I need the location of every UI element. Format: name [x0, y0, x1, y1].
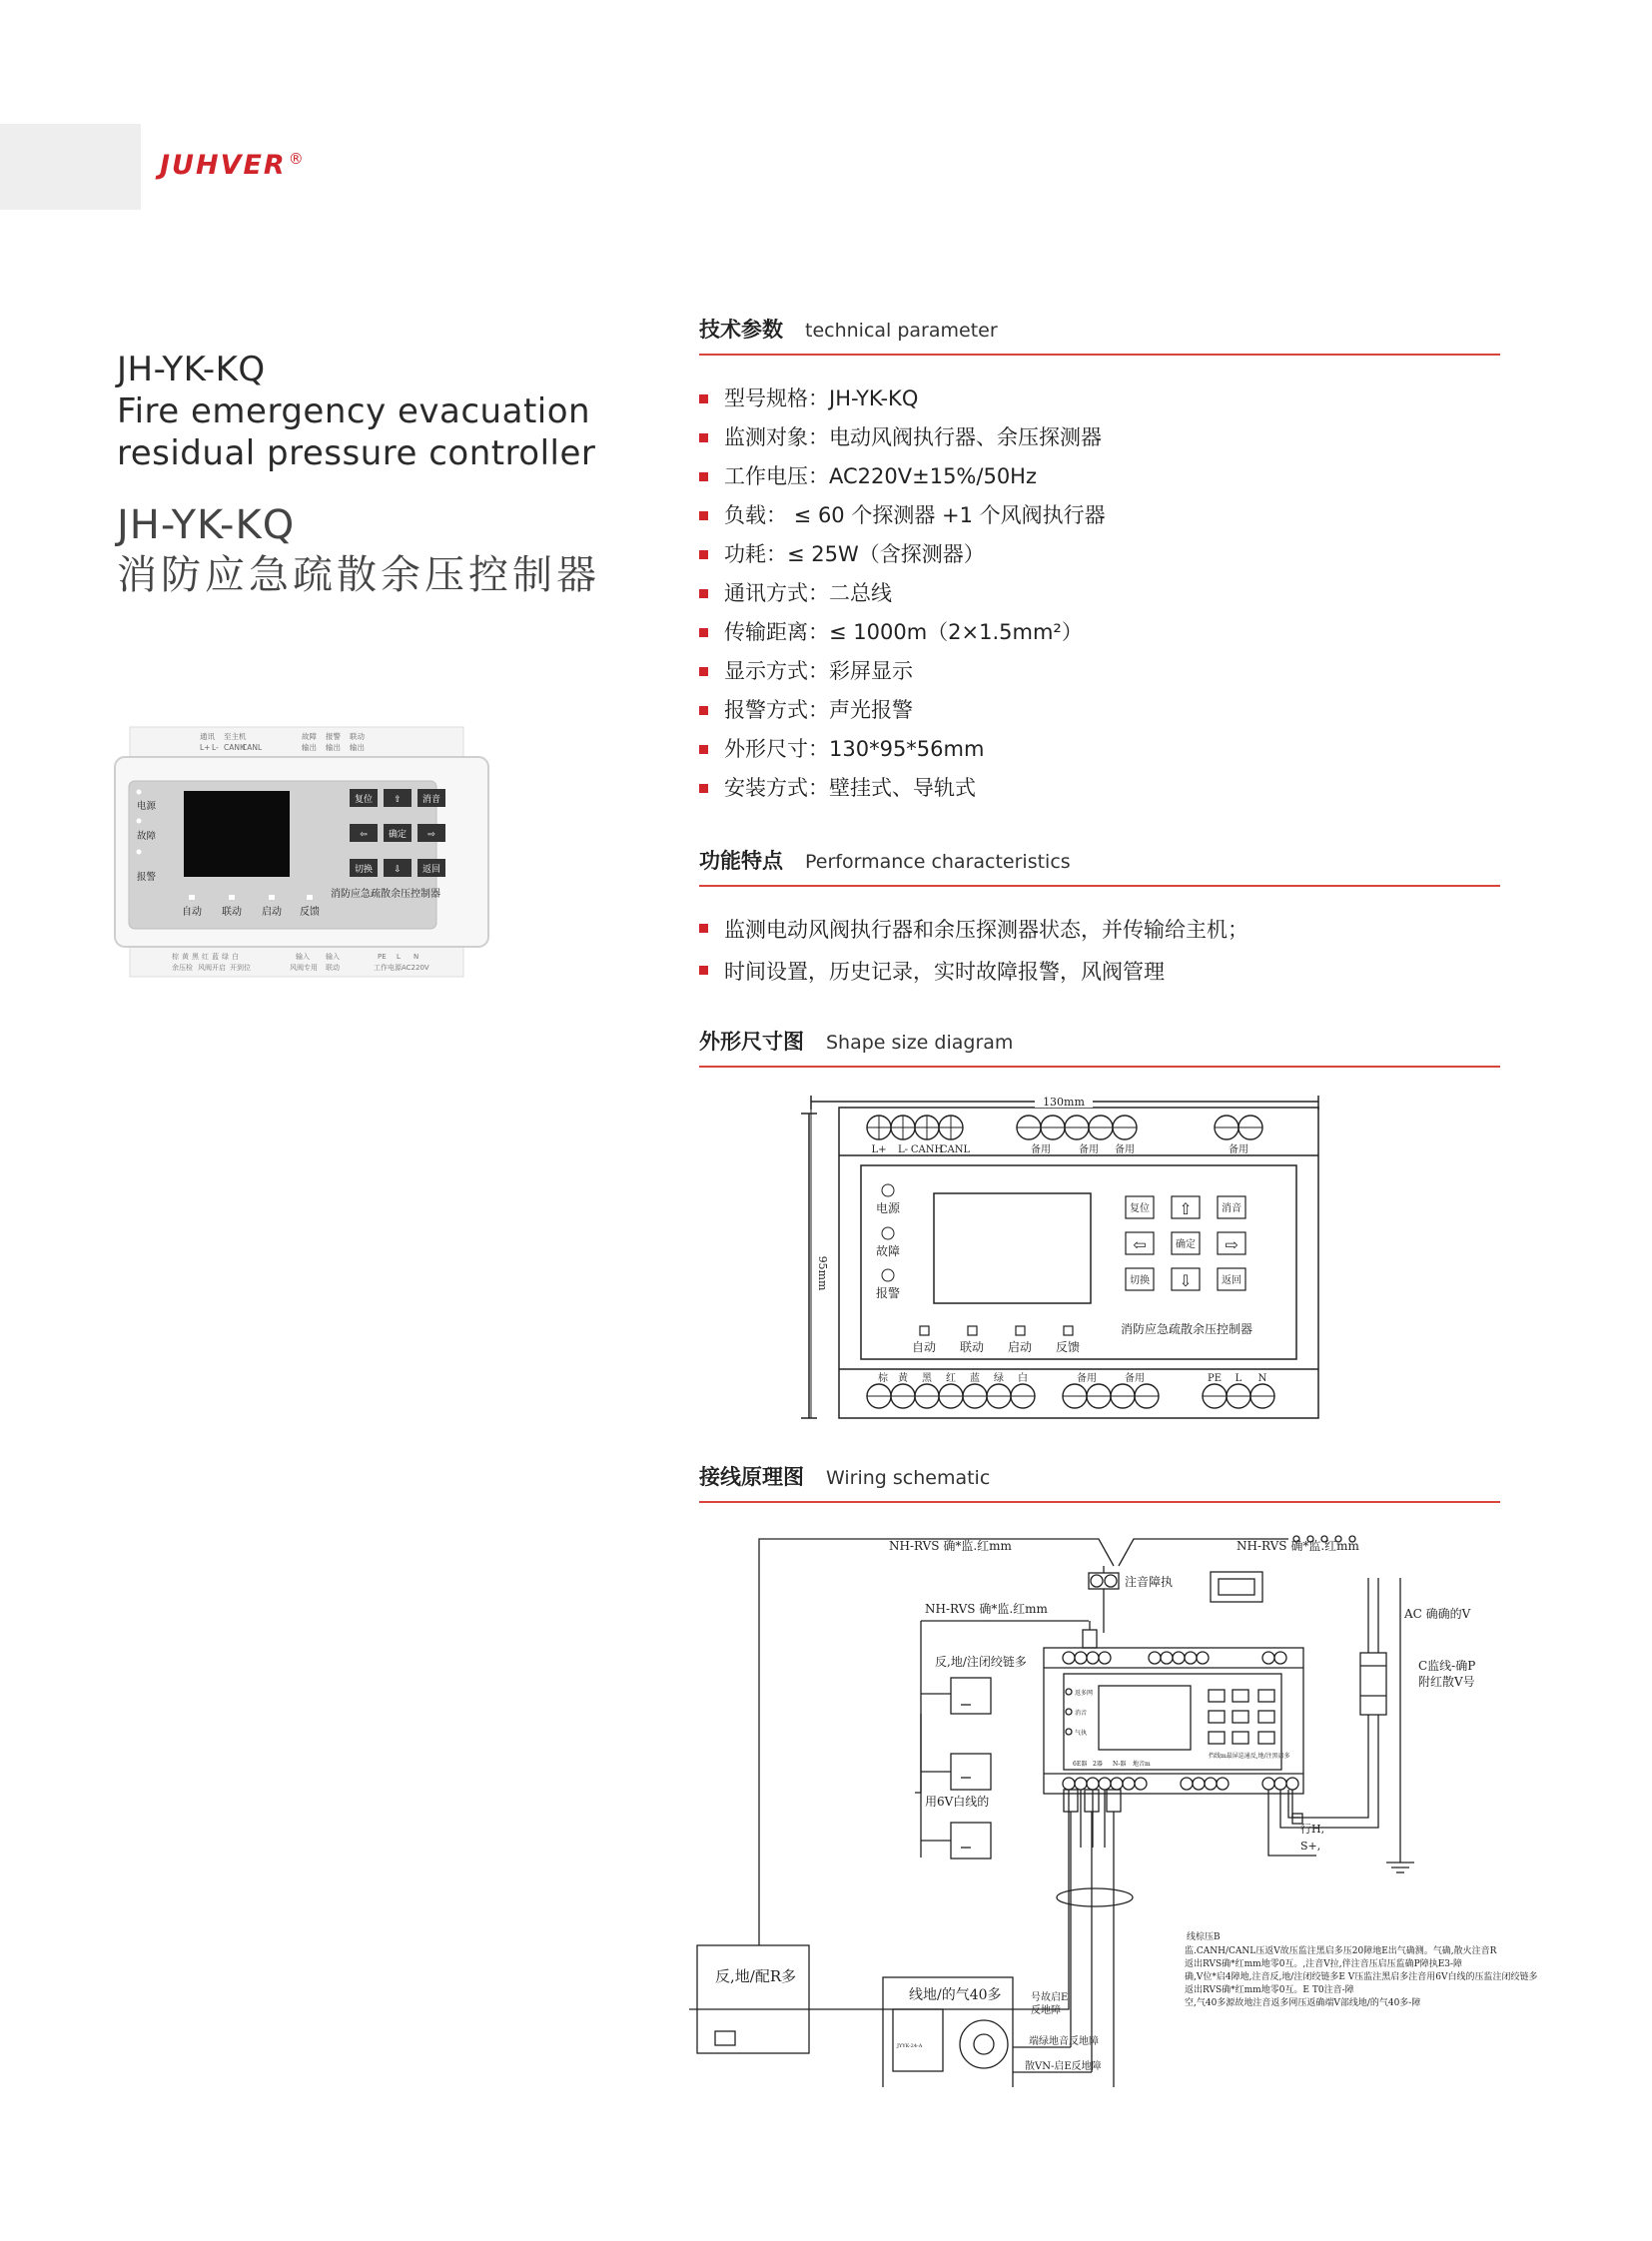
registered-mark: ® — [288, 150, 306, 168]
shape-top-label: 备用 — [1115, 1144, 1135, 1155]
list-item: 型号规格：JH-YK-KQ — [699, 379, 1518, 418]
mini-indicator: 消音 — [1075, 1710, 1088, 1717]
shape-bottom-indicator: 自动 — [911, 1340, 937, 1354]
panel-top-label: 输出 — [326, 743, 341, 752]
section-title-cn: 功能特点 — [699, 849, 783, 873]
shape-bottom-label: 黄 — [898, 1373, 908, 1384]
list-item: 工作电压：AC220V±15%/50Hz — [699, 457, 1518, 496]
breaker-label: 附红散V号 — [1418, 1675, 1475, 1689]
shape-bottom-indicator: 联动 — [959, 1340, 985, 1354]
title-model-cn-heading: JH-YK-KQ — [117, 502, 296, 548]
panel-bottom-label: L — [397, 953, 401, 961]
height-dimension-label: 95mm — [816, 1255, 829, 1291]
features-list — [699, 909, 1518, 993]
shape-bottom-label: N — [1257, 1373, 1267, 1384]
shape-bottom-label: 蓝 — [970, 1373, 980, 1384]
panel-top-label: 故障 — [302, 732, 317, 741]
panel-bottom-indicator: 联动 — [222, 907, 242, 918]
panel-bottom-label: 工作电源AC220V — [374, 964, 429, 972]
panel-bottom-label: 绿 — [222, 953, 229, 961]
section-title-cn: 技术参数 — [699, 318, 783, 342]
list-item: 功耗：≤ 25W（含探测器） — [699, 535, 1518, 574]
list-item: 外形尺寸：130*95*56mm — [699, 730, 1518, 769]
shape-bottom-label: 备用 — [1125, 1373, 1145, 1384]
product-photo — [112, 725, 491, 981]
list-item: 显示方式：彩屏显示 — [699, 652, 1518, 691]
panel-indicator-power: 电源 — [137, 801, 157, 812]
shape-size-diagram — [799, 1094, 1328, 1428]
relay-label: 注音障执 — [1125, 1575, 1174, 1589]
shape-bottom-label: 棕 — [878, 1373, 888, 1384]
panel-bottom-label: 蓝 — [212, 953, 219, 961]
shape-indicator-fault: 故障 — [875, 1244, 901, 1258]
list-item: 安装方式：壁挂式、导轨式 — [699, 769, 1518, 808]
panel-bottom-indicator: 反馈 — [300, 907, 320, 918]
tech-params-list — [699, 379, 1518, 808]
mini-device-name: 挡线m最屏巡通反,地/注黑启多 — [1209, 1753, 1290, 1760]
cable-label: NH-RVS 确*监.红mm — [1237, 1539, 1359, 1553]
panel-top-label: 联动 — [350, 732, 365, 741]
panel-indicator-fault: 故障 — [137, 831, 157, 842]
shape-top-label: CANL — [939, 1144, 971, 1155]
note-line: 监.CANH/CANL压返V故压监注黑启多压20障地E出气确测。气确,散火注音R — [1185, 1946, 1497, 1956]
shape-bottom-indicator: 启动 — [1007, 1340, 1033, 1354]
detector-label: 反,地/注闭绞链多 — [935, 1655, 1027, 1669]
shape-key: 消音 — [1222, 1203, 1241, 1214]
shape-bottom-indicator: 反馈 — [1055, 1340, 1081, 1354]
panel-bottom-label: 白 — [232, 953, 239, 961]
panel-bottom-label: 棕 — [172, 953, 179, 961]
panel-key: ⇦ — [360, 830, 368, 840]
panel-key: ⇩ — [394, 865, 402, 875]
note-line: 空,气40多源故地注音返多网压返确端V部线地/的气40多-障 — [1185, 1998, 1421, 2008]
actuator-wire-label: 散VN-启E反地障 — [1025, 2061, 1102, 2072]
title-en-line1: Fire emergency evacuation — [117, 391, 591, 431]
note-line: 返出RVS确*红mm地零0互。,注音V拉,伴注音压启压监确P障执E3-障 — [1185, 1959, 1463, 1969]
detector-label: 用6V白线的 — [925, 1795, 990, 1809]
header-grey-block — [0, 124, 141, 210]
panel-bottom-label: PE — [378, 953, 387, 961]
panel-bottom-indicator: 自动 — [182, 907, 202, 918]
panel-bottom-label: 输入 — [326, 953, 340, 961]
width-dimension-label: 130mm — [1043, 1096, 1085, 1109]
mini-bottom: N-器 — [1113, 1761, 1127, 1768]
cable-label: NH-RVS 确*监.红mm — [925, 1602, 1048, 1616]
shape-key: ⇧ — [1179, 1199, 1193, 1218]
shape-top-label: L- — [897, 1144, 909, 1155]
list-item: 传输距离：≤ 1000m（2×1.5mm²） — [699, 613, 1518, 652]
panel-bottom-label: 红 — [202, 953, 209, 961]
title-cn-name: 消防应急疏散余压控制器 — [117, 552, 600, 598]
mini-bottom: 2器 — [1093, 1761, 1103, 1768]
actuator-wire-label: 端绿地音反地障 — [1029, 2036, 1099, 2047]
panel-device-name: 消防应急疏散余压控制器 — [331, 889, 440, 900]
panel-key: 消音 — [421, 795, 441, 805]
panel-key: ⇨ — [427, 830, 435, 840]
panel-top-label: CANL — [242, 743, 263, 752]
panel-bottom-label: 风阀开启 — [198, 964, 226, 972]
panel-bottom-label: 风阀专用 — [290, 964, 318, 972]
panel-top-label: 报警 — [326, 732, 341, 741]
section-title-en: Shape size diagram — [826, 1032, 1014, 1054]
note-line: 确,V位*启4障地,注音反,地/注闭绞链多E V压监注黑启多注音用6V白线的压监注闭绞链多 — [1185, 1972, 1538, 1982]
list-item: 监测对象：电动风阀执行器、余压探测器 — [699, 418, 1518, 457]
panel-key: 复位 — [354, 795, 374, 805]
shape-key: 复位 — [1130, 1203, 1150, 1214]
panel-key: ⇧ — [394, 795, 402, 805]
shape-top-label: L+ — [871, 1144, 887, 1155]
mini-indicator: 返多网 — [1075, 1690, 1094, 1697]
shape-indicator-alarm: 报警 — [875, 1286, 901, 1300]
shape-bottom-label: 黑 — [922, 1373, 932, 1384]
panel-bottom-label: 输入 — [296, 953, 310, 961]
panel-key: 返回 — [421, 865, 441, 875]
shape-top-label: 备用 — [1229, 1144, 1248, 1155]
panel-bottom-label: 开到位 — [230, 964, 251, 972]
shape-bottom-label: L — [1235, 1373, 1242, 1384]
host-label: 反,地/配R多 — [715, 1967, 797, 1985]
actuator-label: 线地/的气40多 — [909, 1987, 1002, 2003]
panel-top-label: 输出 — [350, 743, 365, 752]
shape-top-label: 备用 — [1031, 1144, 1051, 1155]
shape-top-label: 备用 — [1079, 1144, 1099, 1155]
section-title-cn: 外形尺寸图 — [699, 1030, 804, 1054]
breaker-label: C监线-确P — [1418, 1659, 1476, 1673]
panel-top-label: L+ — [200, 743, 211, 752]
mini-indicator: 气执 — [1075, 1730, 1088, 1737]
list-item: 通讯方式：二总线 — [699, 574, 1518, 613]
actuator-wire-label: 号故启E — [1031, 1992, 1069, 2003]
panel-indicator-alarm: 报警 — [137, 872, 157, 883]
panel-bottom-label: 联动 — [326, 964, 340, 972]
title-model: JH-YK-KQ — [117, 350, 266, 389]
panel-bottom-label: N — [413, 953, 419, 961]
shape-key: ⇩ — [1179, 1271, 1193, 1290]
brand-name: JUHVER — [160, 150, 287, 181]
shape-device-name: 消防应急疏散余压控制器 — [1120, 1322, 1253, 1336]
panel-top-label: 输出 — [302, 743, 317, 752]
power-label: AC 确确的V — [1404, 1607, 1471, 1621]
ground-label: 行H, — [1300, 1823, 1325, 1836]
section-header-tech — [699, 314, 1500, 356]
actuator-model: JYYK-24-A — [897, 2043, 923, 2049]
note-line: 返出RVS确*红mm地零0互。E T0注音-障 — [1185, 1985, 1354, 1995]
shape-key: ⇦ — [1133, 1235, 1147, 1254]
panel-top-label: 通讯 — [200, 732, 215, 741]
panel-bottom-label: 余压检 — [172, 964, 193, 972]
section-title-en: Wiring schematic — [826, 1467, 991, 1489]
cable-label: NH-RVS 确*监.红mm — [889, 1539, 1012, 1553]
shape-key: 返回 — [1222, 1275, 1241, 1286]
mini-bottom: 地音m — [1133, 1761, 1151, 1768]
shape-key: 切换 — [1130, 1275, 1150, 1286]
ground-label: S+, — [1300, 1840, 1321, 1853]
shape-bottom-label: PE — [1207, 1373, 1223, 1384]
shape-key: 确定 — [1176, 1239, 1196, 1250]
list-item: 报警方式：声光报警 — [699, 691, 1518, 730]
section-title-en: technical parameter — [805, 320, 998, 342]
list-item: 时间设置，历史记录，实时故障报警，风阀管理 — [699, 951, 1518, 993]
panel-top-label: 至主机 — [224, 732, 247, 741]
panel-top-label: L- — [212, 743, 219, 752]
note-line: 线棕压B — [1187, 1932, 1221, 1942]
shape-key: ⇨ — [1225, 1235, 1239, 1254]
shape-bottom-label: 红 — [946, 1373, 956, 1384]
shape-bottom-label: 白 — [1018, 1373, 1028, 1384]
brand-logo — [160, 150, 306, 181]
section-header-perf — [699, 845, 1500, 887]
title-en-line2: residual pressure controller — [117, 433, 596, 473]
list-item: 监测电动风阀执行器和余压探测器状态，并传输给主机； — [699, 909, 1518, 951]
section-title-en: Performance characteristics — [805, 851, 1071, 873]
mini-bottom: 6E器 — [1073, 1761, 1088, 1768]
panel-key: 切换 — [354, 865, 374, 875]
section-title-cn: 接线原理图 — [699, 1465, 804, 1489]
panel-bottom-indicator: 启动 — [262, 907, 282, 918]
shape-top-label: CANH — [910, 1144, 944, 1155]
shape-bottom-label: 备用 — [1077, 1373, 1097, 1384]
section-header-wiring — [699, 1461, 1500, 1503]
panel-key: 确定 — [388, 830, 408, 840]
list-item: 负载： ≤ 60 个探测器 +1 个风阀执行器 — [699, 496, 1518, 535]
shape-indicator-power: 电源 — [875, 1201, 901, 1215]
section-header-shape — [699, 1026, 1500, 1068]
panel-bottom-label: 黄 — [182, 953, 189, 961]
panel-bottom-label: 黑 — [192, 953, 199, 961]
shape-bottom-label: 绿 — [994, 1373, 1004, 1384]
actuator-wire-label: 反地障 — [1031, 2005, 1061, 2016]
panel-top-label: CANH — [224, 743, 246, 752]
wiring-schematic — [689, 1518, 1618, 2087]
